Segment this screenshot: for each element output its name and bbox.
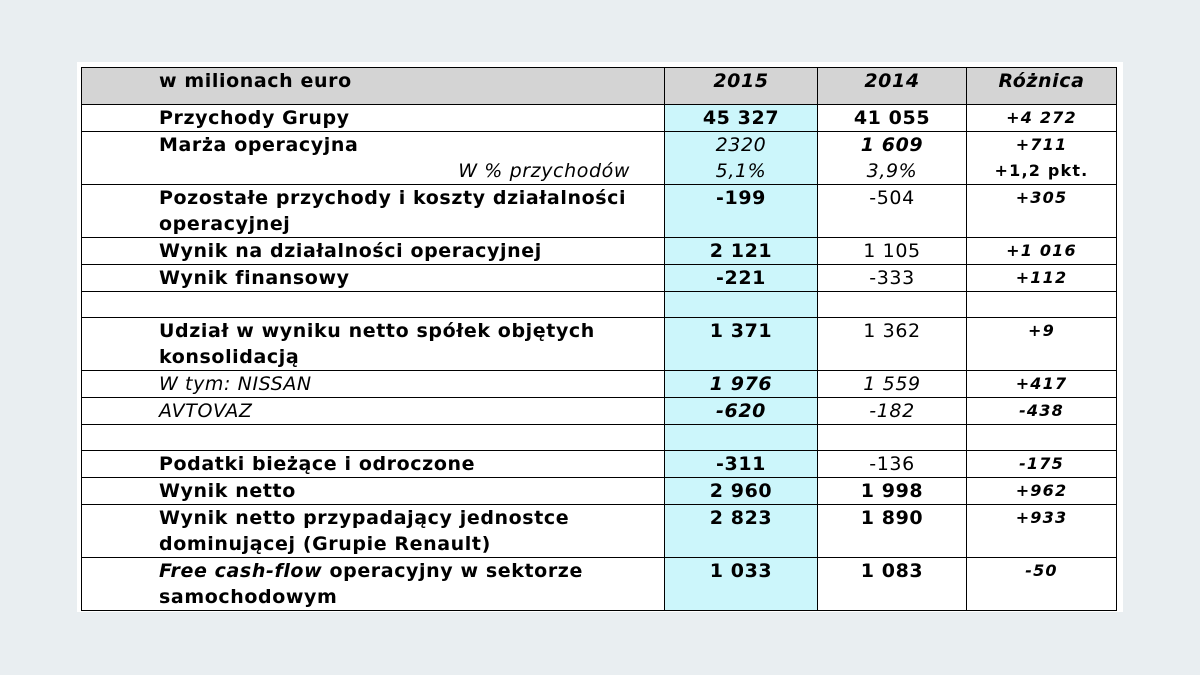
row-label: Wynik na działalności operacyjnej: [82, 238, 665, 265]
row-label-group: [82, 558, 665, 611]
value-diff: +305: [967, 185, 1117, 238]
header-difference: Różnica: [967, 68, 1117, 105]
financial-results-table: [81, 67, 1117, 611]
value-2014: 1 105: [818, 238, 967, 265]
row-label: operacyjny w sektorze samochodowym: [159, 560, 583, 608]
row-sublabel: W % przychodów: [458, 160, 630, 182]
table-row: [82, 265, 1117, 292]
value-2014: 1 362: [818, 318, 967, 371]
table-header-row: [82, 68, 1117, 105]
value-2014: 41 055: [818, 105, 967, 132]
table-row: [82, 132, 1117, 185]
header-units-label: w milionach euro: [82, 68, 665, 105]
value-2014: -136: [818, 451, 967, 478]
table-row: [82, 371, 1117, 398]
table-row: [82, 238, 1117, 265]
row-label: Podatki bieżące i odroczone: [82, 451, 665, 478]
value-2014: -182: [818, 398, 967, 425]
blank-row: [82, 425, 1117, 451]
value-diff: +9: [967, 318, 1117, 371]
value-2014: -333: [818, 265, 967, 292]
row-label: Marża operacyjna: [159, 134, 359, 156]
value-2015: -199: [665, 185, 818, 238]
value-2015: -221: [665, 265, 818, 292]
row-label: W tym: NISSAN: [82, 371, 665, 398]
value-2014: -504: [818, 185, 967, 238]
table-row: [82, 105, 1117, 132]
row-label: Udział w wyniku netto spółek objętych konsolidacją: [82, 318, 665, 371]
value-diff: +1 016: [967, 238, 1117, 265]
value-2015: 1 976: [665, 371, 818, 398]
value-2015: 2320: [715, 134, 767, 156]
table-row: [82, 478, 1117, 505]
value-diff: +4 272: [967, 105, 1117, 132]
value-2015: 2 121: [665, 238, 818, 265]
value-2014: 1 890: [818, 505, 967, 558]
value-2014: 1 559: [818, 371, 967, 398]
value-diff: +933: [967, 505, 1117, 558]
value-2014: 1 609: [860, 134, 924, 156]
value-2014-pct: 3,9%: [866, 160, 918, 182]
value-diff: +112: [967, 265, 1117, 292]
value-diff: +711: [1015, 135, 1068, 154]
table-row: [82, 505, 1117, 558]
value-diff: -438: [967, 398, 1117, 425]
value-2014: 1 083: [818, 558, 967, 611]
row-label: Pozostałe przychody i koszty działalności operacyjnej: [82, 185, 665, 238]
table-row: [82, 318, 1117, 371]
value-2015: -311: [665, 451, 818, 478]
row-label-italic: Free cash-flow: [159, 560, 323, 582]
value-diff: +962: [967, 478, 1117, 505]
value-2015: 1 033: [665, 558, 818, 611]
value-diff-pct: +1,2 pkt.: [994, 161, 1089, 180]
value-diff-group: [967, 132, 1117, 185]
row-label: AVTOVAZ: [82, 398, 665, 425]
table-row: [82, 398, 1117, 425]
row-label: Przychody Grupy: [82, 105, 665, 132]
value-2015: 1 371: [665, 318, 818, 371]
table-row: [82, 558, 1117, 611]
value-2014: 1 998: [818, 478, 967, 505]
row-label-group: [82, 132, 665, 185]
blank-row: [82, 292, 1117, 318]
value-2015: 45 327: [665, 105, 818, 132]
value-2015: 2 960: [665, 478, 818, 505]
header-2014: 2014: [818, 68, 967, 105]
row-label: Wynik netto przypadający jednostce dominującej (Grupie Renault): [82, 505, 665, 558]
value-diff: -50: [967, 558, 1117, 611]
header-2015: 2015: [665, 68, 818, 105]
value-2015: -620: [665, 398, 818, 425]
value-2015-pct: 5,1%: [715, 160, 767, 182]
table-row: [82, 185, 1117, 238]
table-row: [82, 451, 1117, 478]
value-2015: 2 823: [665, 505, 818, 558]
row-label: Wynik finansowy: [82, 265, 665, 292]
value-diff: -175: [967, 451, 1117, 478]
value-2014-group: [818, 132, 967, 185]
row-label: Wynik netto: [82, 478, 665, 505]
value-2015-group: [665, 132, 818, 185]
value-diff: +417: [967, 371, 1117, 398]
